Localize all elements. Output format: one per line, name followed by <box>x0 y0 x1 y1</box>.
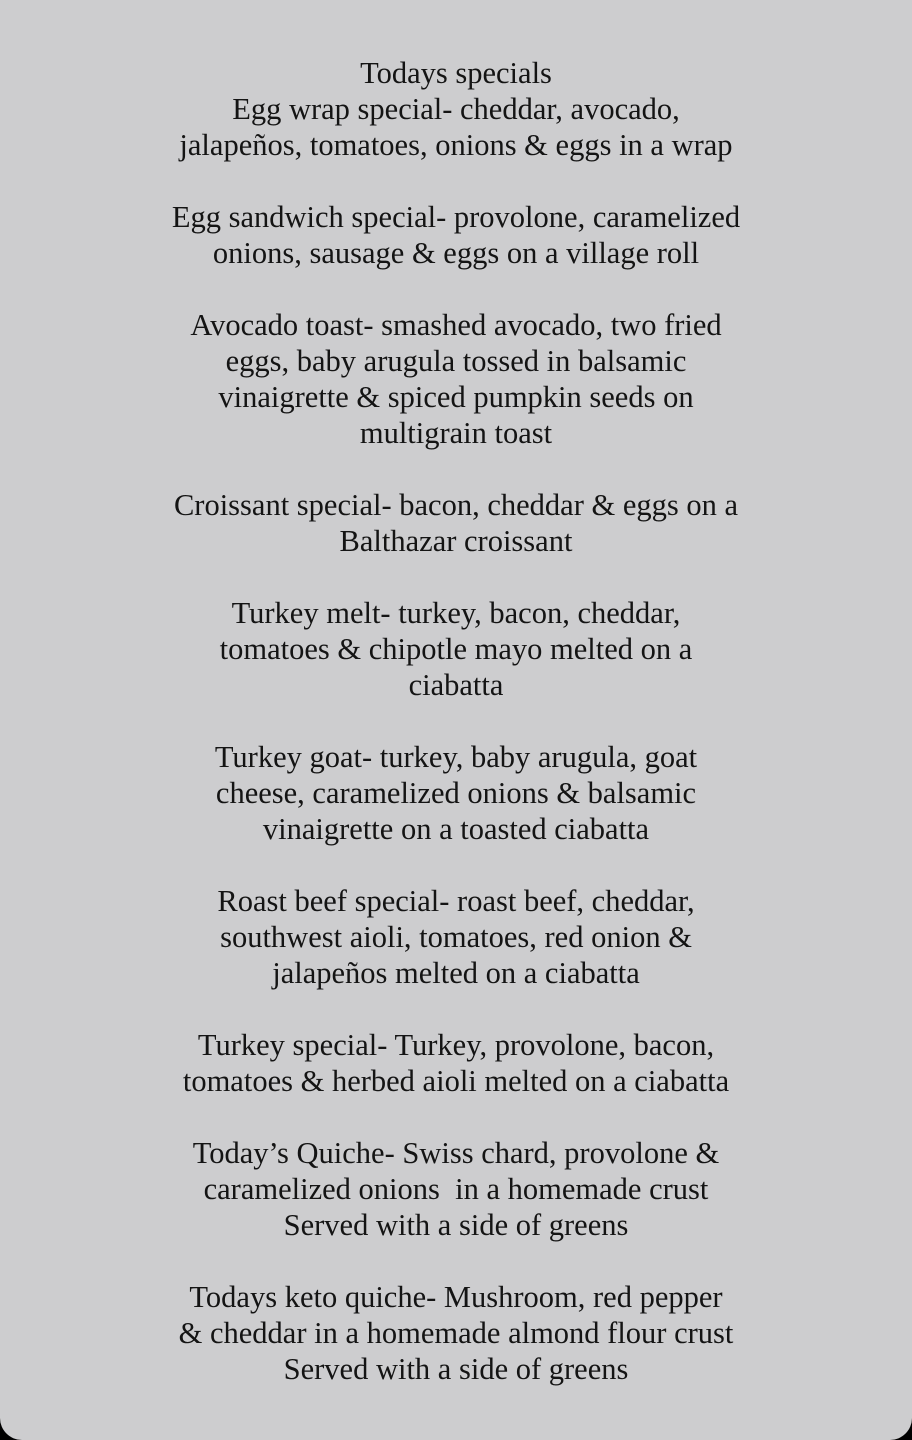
menu-item-line: Served with a side of greens <box>283 1208 629 1242</box>
menu-item-line: tomatoes & herbed aioli melted on a ciabatta <box>182 1064 730 1098</box>
menu-item-quiche <box>0 1135 912 1243</box>
menu-item-line: multigrain toast <box>359 416 553 450</box>
menu-item-line: Egg wrap special- cheddar, avocado, <box>232 92 680 126</box>
menu-item-line: vinaigrette on a toasted ciabatta <box>262 812 650 846</box>
menu-item-line: Croissant special- bacon, cheddar & eggs on a <box>173 488 739 522</box>
menu-item-line: Egg sandwich special- provolone, caramelized <box>171 200 741 234</box>
menu-item-line: Served with a side of greens <box>283 1352 629 1386</box>
menu-item-line: Balthazar croissant <box>339 524 573 558</box>
menu-item-line: Roast beef special- roast beef, cheddar, <box>217 884 695 918</box>
menu-item-line: tomatoes & chipotle mayo melted on a <box>219 632 693 666</box>
menu-item-line: Avocado toast- smashed avocado, two fried <box>190 308 722 342</box>
menu-item-turkey-goat <box>0 739 912 847</box>
menu-item-line: Turkey melt- turkey, bacon, cheddar, <box>231 596 681 630</box>
menu-item-roast-beef <box>0 883 912 991</box>
menu-item-turkey-special <box>0 1027 912 1099</box>
menu-heading: Todays specials <box>360 56 552 90</box>
menu-item-line: Today’s Quiche- Swiss chard, provolone & <box>192 1136 720 1170</box>
menu-item-line: cheese, caramelized onions & balsamic <box>215 776 697 810</box>
menu-item-avocado-toast <box>0 307 912 451</box>
menu-item-line: jalapeños melted on a ciabatta <box>272 956 640 990</box>
menu-item-keto-quiche <box>0 1279 912 1387</box>
menu-item-turkey-melt <box>0 595 912 703</box>
menu-item-line: jalapeños, tomatoes, onions & eggs in a wrap <box>179 128 733 162</box>
specials-menu <box>0 55 912 1423</box>
menu-item-croissant <box>0 487 912 559</box>
menu-item-line: Todays keto quiche- Mushroom, red pepper <box>189 1280 723 1314</box>
menu-item-egg-sandwich <box>0 199 912 271</box>
menu-item-line: ciabatta <box>408 668 504 702</box>
menu-item-line: onions, sausage & eggs on a village roll <box>212 236 700 270</box>
menu-item-line: vinaigrette & spiced pumpkin seeds on <box>218 380 694 414</box>
menu-item-line: caramelized onions in a homemade crust <box>203 1172 709 1206</box>
menu-item-line: eggs, baby arugula tossed in balsamic <box>225 344 687 378</box>
menu-item-egg-wrap <box>0 55 912 163</box>
menu-item-line: Turkey special- Turkey, provolone, bacon, <box>197 1028 715 1062</box>
menu-item-line: & cheddar in a homemade almond flour crust <box>178 1316 734 1350</box>
menu-item-line: southwest aioli, tomatoes, red onion & <box>220 920 692 954</box>
menu-item-line: Turkey goat- turkey, baby arugula, goat <box>214 740 698 774</box>
